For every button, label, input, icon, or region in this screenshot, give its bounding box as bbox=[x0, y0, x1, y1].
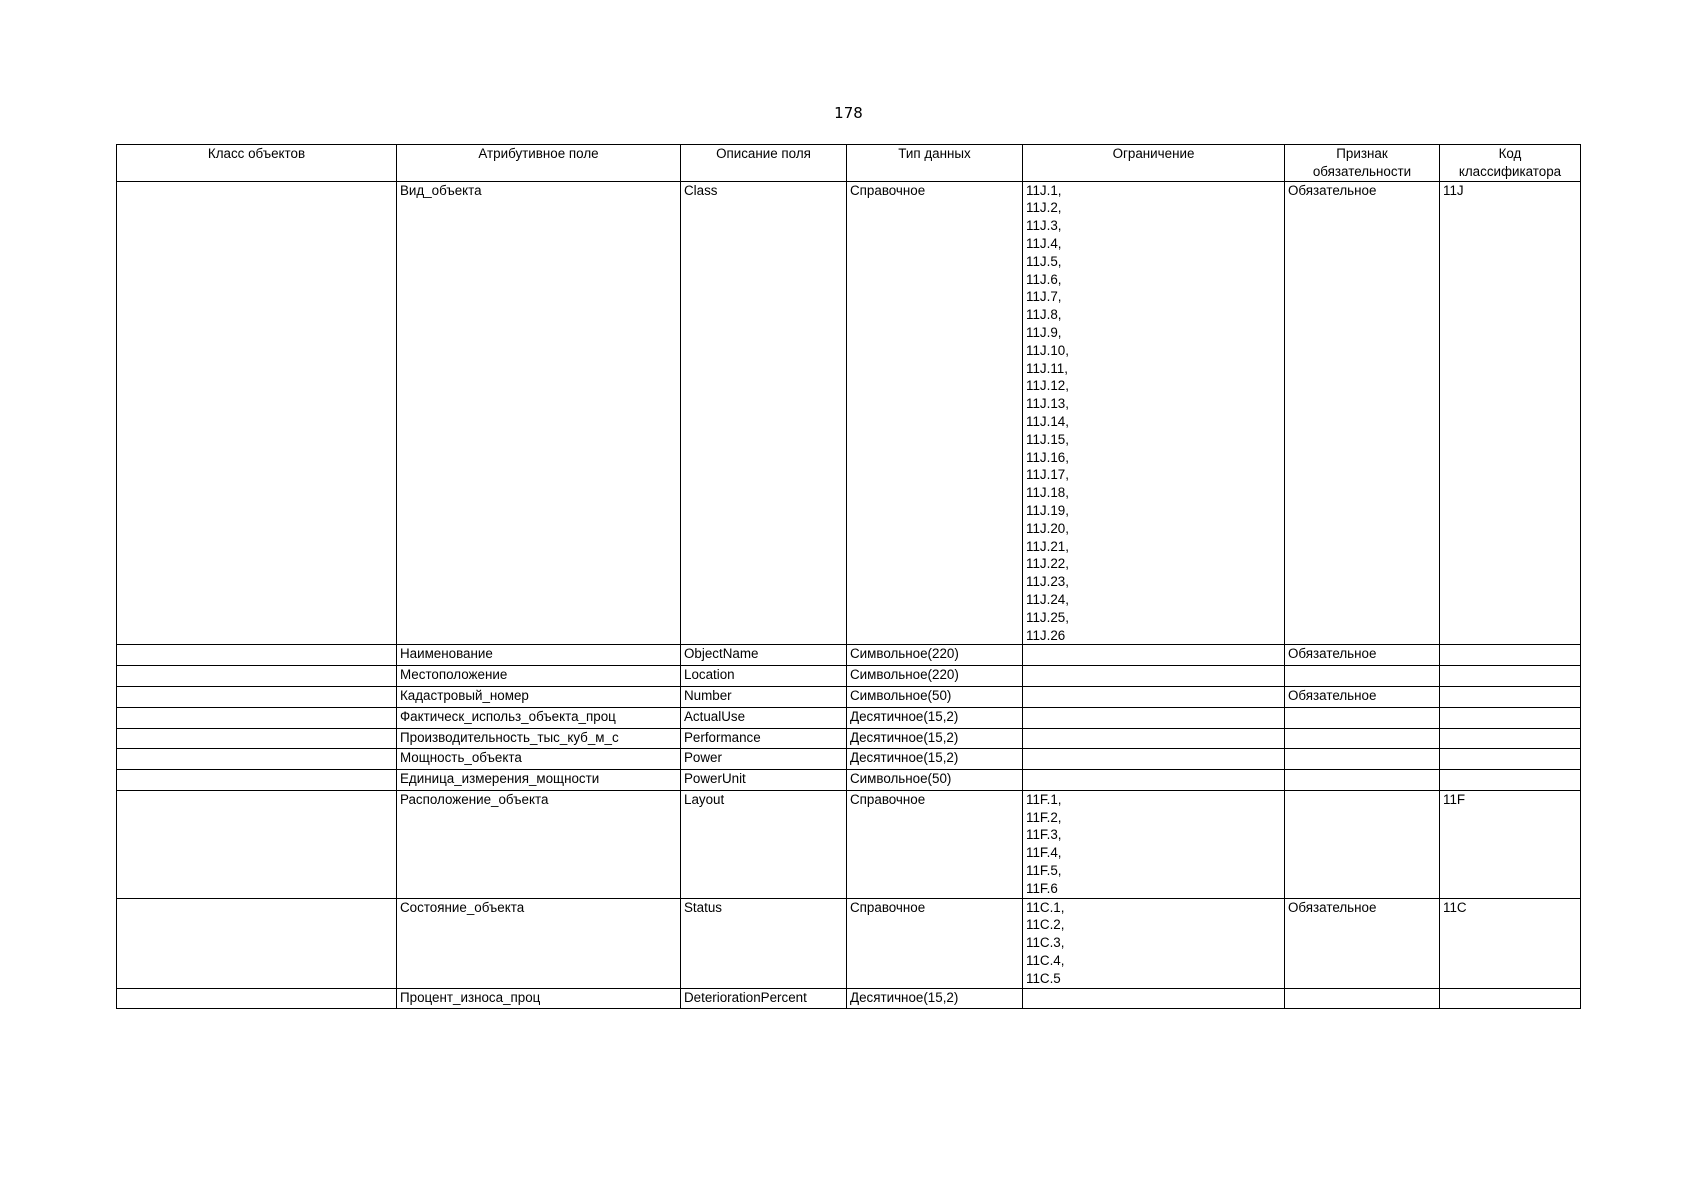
table-row bbox=[117, 666, 1581, 687]
table-row bbox=[117, 686, 1581, 707]
cell-data-type: Справочное bbox=[847, 181, 1023, 645]
cell-required-flag: Обязательное bbox=[1285, 898, 1440, 988]
cell-field-description: Number bbox=[681, 686, 847, 707]
header-classifier-code: Код классификатора bbox=[1440, 145, 1581, 182]
cell-object-class bbox=[117, 181, 397, 645]
cell-data-type: Десятичное(15,2) bbox=[847, 707, 1023, 728]
cell-object-class bbox=[117, 645, 397, 666]
cell-constraint bbox=[1023, 749, 1285, 770]
cell-required-flag bbox=[1285, 749, 1440, 770]
cell-object-class bbox=[117, 749, 397, 770]
table-body bbox=[117, 181, 1581, 1009]
cell-attribute-field: Кадастровый_номер bbox=[397, 686, 681, 707]
cell-constraint bbox=[1023, 770, 1285, 791]
cell-object-class bbox=[117, 790, 397, 898]
table-row bbox=[117, 181, 1581, 645]
header-object-class: Класс объектов bbox=[117, 145, 397, 182]
cell-attribute-field: Вид_объекта bbox=[397, 181, 681, 645]
table-row bbox=[117, 749, 1581, 770]
cell-classifier-code: 11C bbox=[1440, 898, 1581, 988]
table-row bbox=[117, 790, 1581, 898]
cell-classifier-code bbox=[1440, 686, 1581, 707]
table-row bbox=[117, 728, 1581, 749]
cell-data-type: Справочное bbox=[847, 898, 1023, 988]
cell-field-description: Status bbox=[681, 898, 847, 988]
cell-classifier-code: 11J bbox=[1440, 181, 1581, 645]
table-row bbox=[117, 770, 1581, 791]
cell-required-flag bbox=[1285, 728, 1440, 749]
header-row bbox=[117, 145, 1581, 182]
cell-attribute-field: Процент_износа_проц bbox=[397, 988, 681, 1009]
cell-constraint bbox=[1023, 988, 1285, 1009]
cell-object-class bbox=[117, 666, 397, 687]
cell-field-description: Location bbox=[681, 666, 847, 687]
cell-attribute-field: Расположение_объекта bbox=[397, 790, 681, 898]
cell-attribute-field: Производительность_тыс_куб_м_с bbox=[397, 728, 681, 749]
cell-object-class bbox=[117, 707, 397, 728]
cell-field-description: DeteriorationPercent bbox=[681, 988, 847, 1009]
cell-field-description: Layout bbox=[681, 790, 847, 898]
cell-data-type: Справочное bbox=[847, 790, 1023, 898]
cell-object-class bbox=[117, 898, 397, 988]
cell-required-flag bbox=[1285, 770, 1440, 791]
cell-required-flag: Обязательное bbox=[1285, 645, 1440, 666]
cell-required-flag: Обязательное bbox=[1285, 686, 1440, 707]
cell-classifier-code bbox=[1440, 770, 1581, 791]
cell-constraint bbox=[1023, 707, 1285, 728]
cell-classifier-code bbox=[1440, 749, 1581, 770]
cell-classifier-code bbox=[1440, 666, 1581, 687]
cell-attribute-field: Наименование bbox=[397, 645, 681, 666]
cell-classifier-code: 11F bbox=[1440, 790, 1581, 898]
cell-constraint bbox=[1023, 728, 1285, 749]
cell-constraint bbox=[1023, 686, 1285, 707]
cell-data-type: Символьное(220) bbox=[847, 645, 1023, 666]
cell-classifier-code bbox=[1440, 707, 1581, 728]
header-constraint: Ограничение bbox=[1023, 145, 1285, 182]
cell-field-description: Performance bbox=[681, 728, 847, 749]
cell-attribute-field: Состояние_объекта bbox=[397, 898, 681, 988]
cell-required-flag bbox=[1285, 666, 1440, 687]
cell-required-flag: Обязательное bbox=[1285, 181, 1440, 645]
cell-attribute-field: Фактическ_использ_объекта_проц bbox=[397, 707, 681, 728]
header-data-type: Тип данных bbox=[847, 145, 1023, 182]
cell-constraint: 11F.1, 11F.2, 11F.3, 11F.4, 11F.5, 11F.6 bbox=[1023, 790, 1285, 898]
cell-required-flag bbox=[1285, 707, 1440, 728]
table-row bbox=[117, 707, 1581, 728]
cell-constraint: 11J.1, 11J.2, 11J.3, 11J.4, 11J.5, 11J.6, 11J.7, 11J.8, 11J.9, 11J.10, 11J.11, 11J.12, 11J.13, 11J.14, 11J.15, 11J.16, 11J.17, 11J.18, 11J.19, 11J.20, 11J.21, 11J.22, 11J.23, 11J.24, 11J.25, 11J.26 bbox=[1023, 181, 1285, 645]
page-number: 178 bbox=[834, 104, 863, 122]
cell-data-type: Символьное(50) bbox=[847, 686, 1023, 707]
cell-object-class bbox=[117, 770, 397, 791]
cell-attribute-field: Местоположение bbox=[397, 666, 681, 687]
cell-object-class bbox=[117, 988, 397, 1009]
cell-classifier-code bbox=[1440, 728, 1581, 749]
cell-data-type: Символьное(50) bbox=[847, 770, 1023, 791]
cell-required-flag bbox=[1285, 790, 1440, 898]
cell-field-description: PowerUnit bbox=[681, 770, 847, 791]
table-row bbox=[117, 898, 1581, 988]
cell-object-class bbox=[117, 686, 397, 707]
cell-data-type: Десятичное(15,2) bbox=[847, 988, 1023, 1009]
cell-classifier-code bbox=[1440, 645, 1581, 666]
cell-field-description: ObjectName bbox=[681, 645, 847, 666]
header-required-flag: Признак обязательности bbox=[1285, 145, 1440, 182]
table-row bbox=[117, 645, 1581, 666]
cell-constraint: 11C.1, 11C.2, 11C.3, 11C.4, 11C.5 bbox=[1023, 898, 1285, 988]
cell-data-type: Символьное(220) bbox=[847, 666, 1023, 687]
cell-attribute-field: Мощность_объекта bbox=[397, 749, 681, 770]
cell-data-type: Десятичное(15,2) bbox=[847, 728, 1023, 749]
cell-field-description: Power bbox=[681, 749, 847, 770]
cell-data-type: Десятичное(15,2) bbox=[847, 749, 1023, 770]
header-field-description: Описание поля bbox=[681, 145, 847, 182]
cell-field-description: ActualUse bbox=[681, 707, 847, 728]
cell-classifier-code bbox=[1440, 988, 1581, 1009]
cell-constraint bbox=[1023, 666, 1285, 687]
cell-constraint bbox=[1023, 645, 1285, 666]
table-row bbox=[117, 988, 1581, 1009]
cell-required-flag bbox=[1285, 988, 1440, 1009]
header-attribute-field: Атрибутивное поле bbox=[397, 145, 681, 182]
cell-field-description: Class bbox=[681, 181, 847, 645]
cell-object-class bbox=[117, 728, 397, 749]
cell-attribute-field: Единица_измерения_мощности bbox=[397, 770, 681, 791]
attribute-table bbox=[116, 144, 1581, 1009]
